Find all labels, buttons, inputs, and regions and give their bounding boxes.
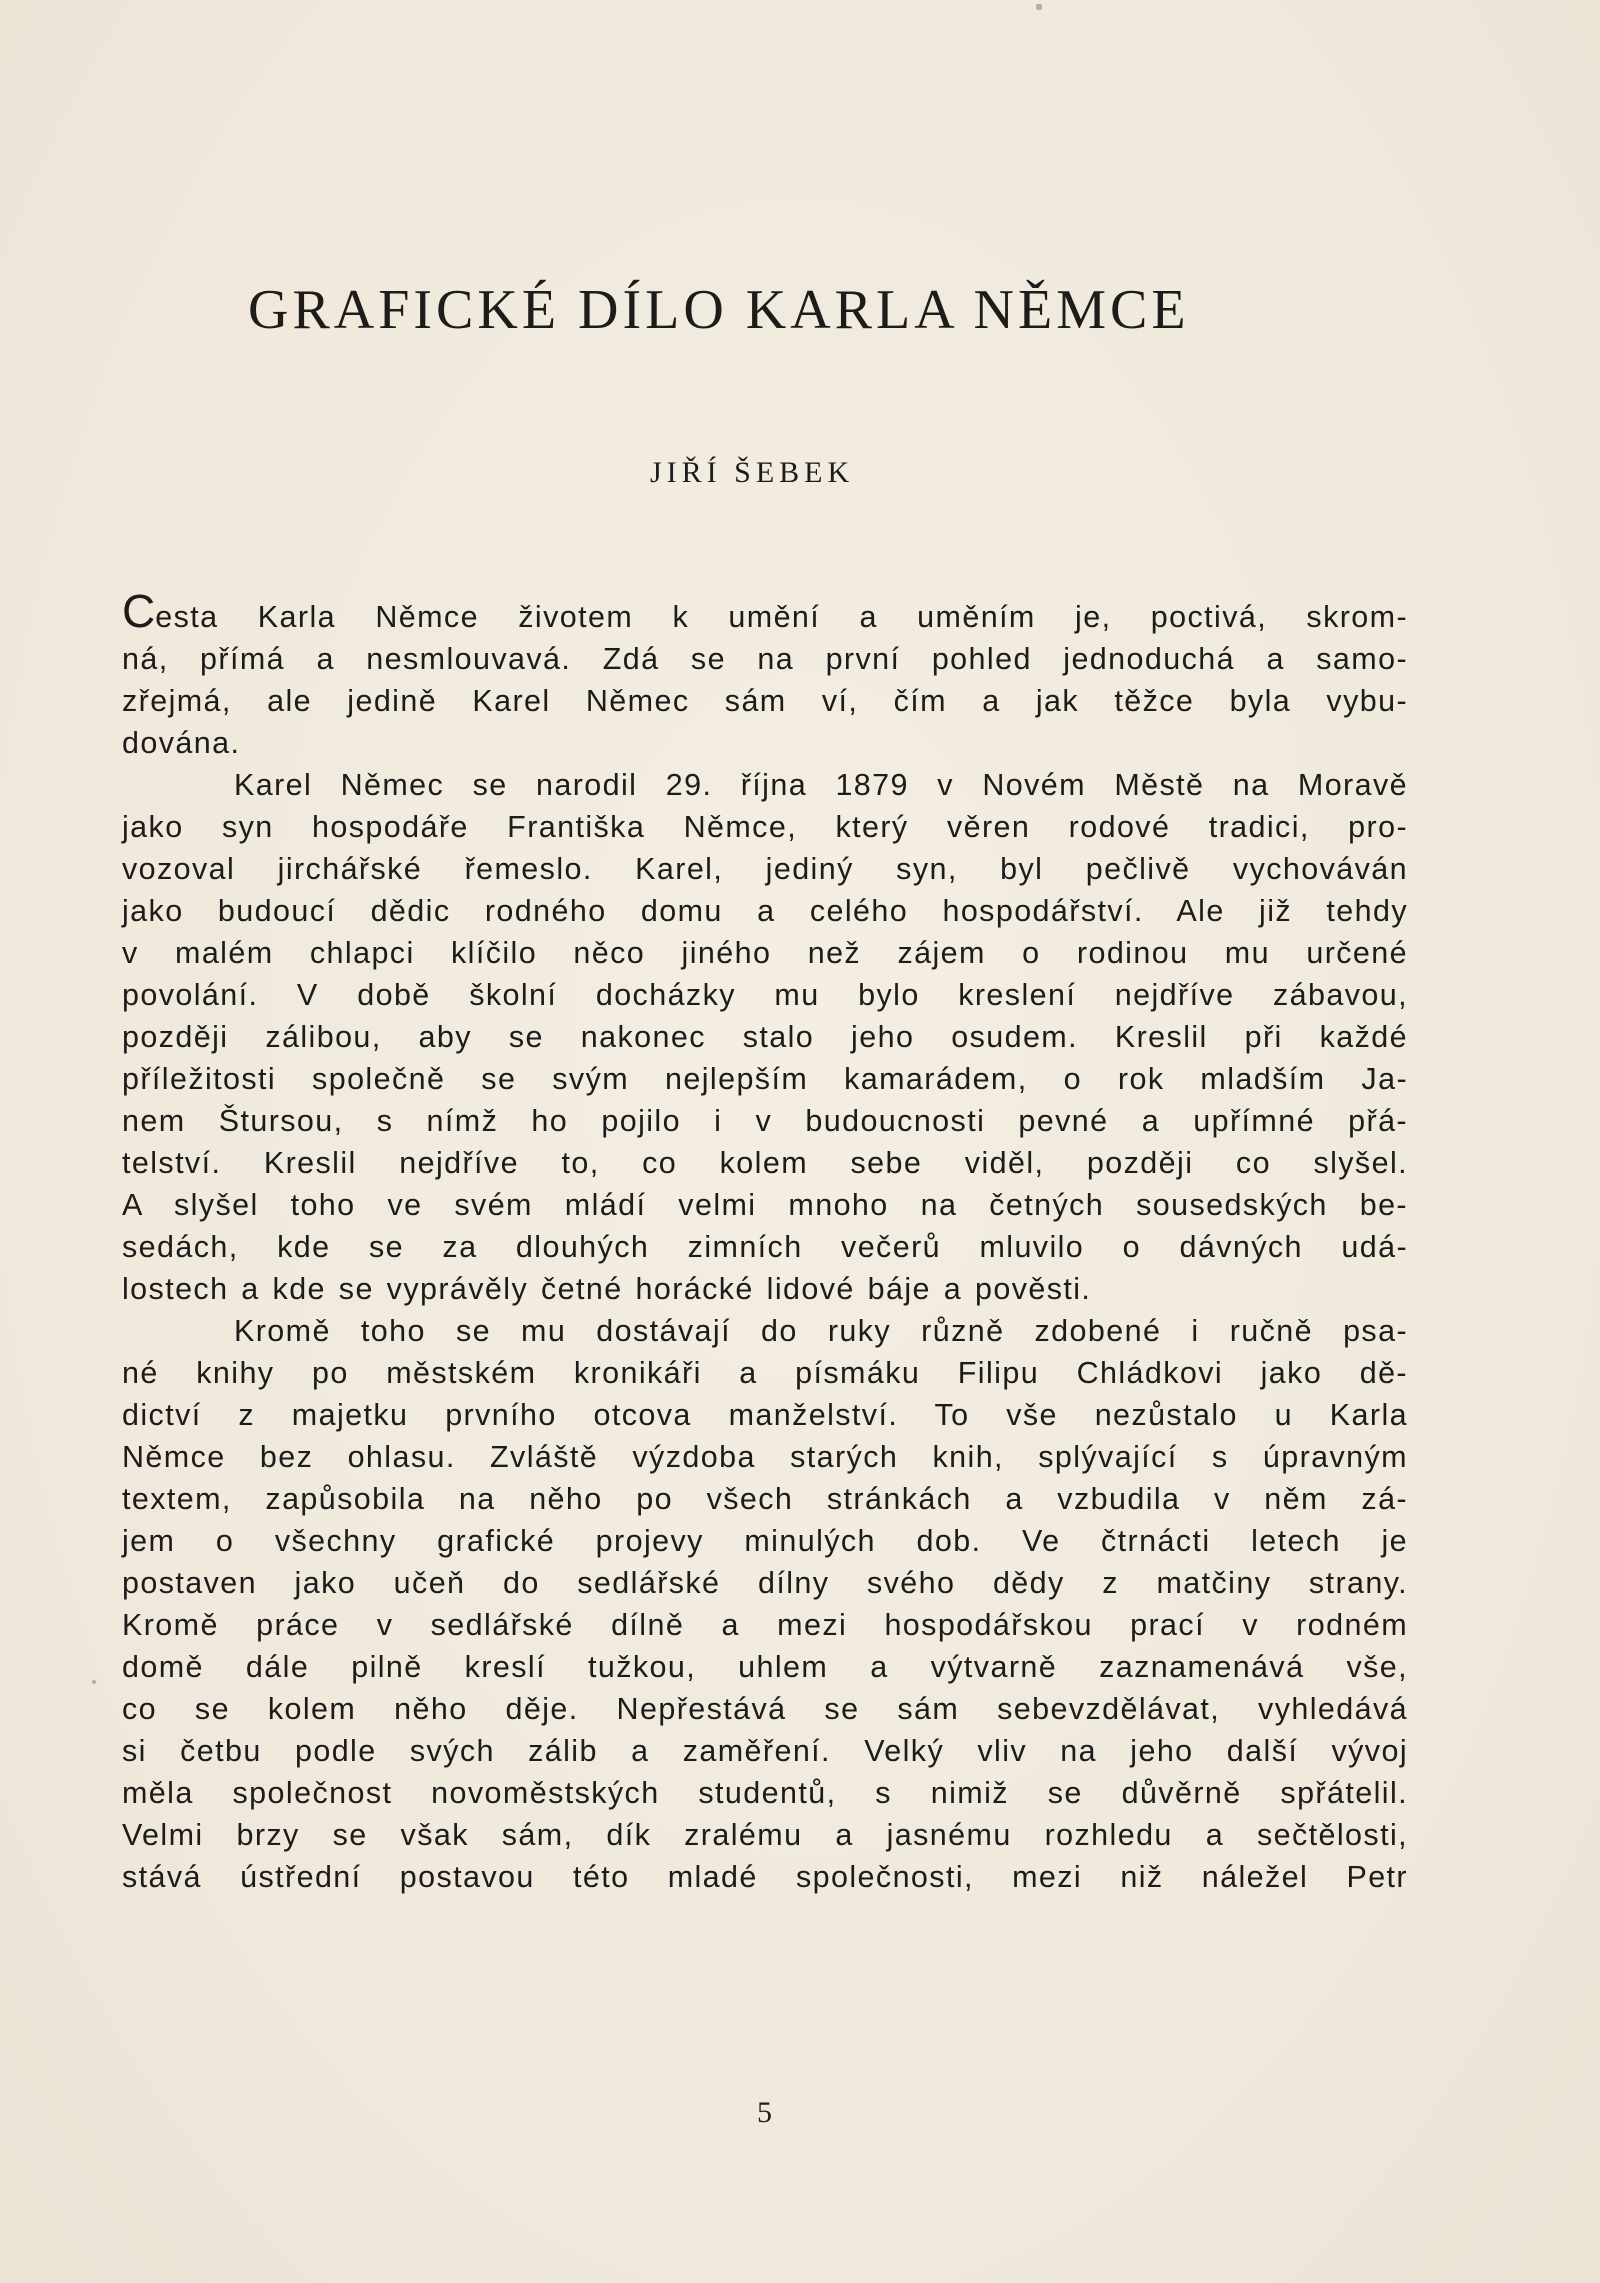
text-line: A slyšel toho ve svém mládí velmi mnoho na četných sousedských be- xyxy=(122,1188,1408,1222)
text-line: Cesta Karla Němce životem k umění a uměním je, poctivá, skrom- xyxy=(122,585,1408,637)
page-number: 5 xyxy=(757,2096,772,2129)
text-line: postaven jako učeň do sedlářské dílny svého dědy z matčiny strany. xyxy=(122,1566,1408,1600)
paper-speck xyxy=(1036,4,1042,10)
text-line: sedách, kde se za dlouhých zimních večerů mluvilo o dávných udá- xyxy=(122,1230,1408,1264)
text-line: jako budoucí dědic rodného domu a celého hospodářství. Ale již tehdy xyxy=(122,894,1408,928)
text-line: né knihy po městském kronikáři a písmáku Filipu Chládkovi jako dě- xyxy=(122,1356,1408,1390)
text-line: domě dále pilně kreslí tužkou, uhlem a výtvarně zaznamenává vše, xyxy=(122,1650,1408,1684)
text-line: dována. xyxy=(122,726,241,760)
text-line: stává ústřední postavou této mladé společnosti, mezi niž náležel Petr xyxy=(122,1860,1408,1894)
text-line: nem Štursou, s nímž ho pojilo i v budoucnosti pevné a upřímné přá- xyxy=(122,1104,1408,1138)
text-line: Němce bez ohlasu. Zvláště výzdoba starých knih, splývající s úpravným xyxy=(122,1440,1408,1474)
paper-speck xyxy=(92,1680,96,1684)
drop-cap: C xyxy=(122,585,156,637)
text-line: lostech a kde se vyprávěly četné horácké lidové báje a pověsti. xyxy=(122,1272,1092,1306)
text-line: v malém chlapci klíčilo něco jiného než zájem o rodinou mu určené xyxy=(122,936,1408,970)
text-line: povolání. V době školní docházky mu bylo kreslení nejdříve zábavou, xyxy=(122,978,1408,1012)
text-line: vozoval jirchářské řemeslo. Karel, jediný syn, byl pečlivě vychováván xyxy=(122,852,1408,886)
text-line: zřejmá, ale jedině Karel Němec sám ví, čím a jak těžce byla vybu- xyxy=(122,684,1408,718)
author-name: JIŘÍ ŠEBEK xyxy=(650,456,855,489)
text-line: Velmi brzy se však sám, dík zralému a jasnému rozhledu a sečtělosti, xyxy=(122,1818,1408,1852)
text-line: Karel Němec se narodil 29. října 1879 v Novém Městě na Moravě xyxy=(234,768,1408,802)
text-line: jako syn hospodáře Františka Němce, který věren rodové tradici, pro- xyxy=(122,810,1408,844)
article-body xyxy=(122,585,1408,1898)
text-line: ná, přímá a nesmlouvavá. Zdá se na první pohled jednoduchá a samo- xyxy=(122,642,1408,676)
text-line: jem o všechny grafické projevy minulých dob. Ve čtrnácti letech je xyxy=(122,1524,1408,1558)
text-line: později zálibou, aby se nakonec stalo jeho osudem. Kreslil při každé xyxy=(122,1020,1408,1054)
text-line: měla společnost novoměstských studentů, s nimiž se důvěrně spřátelil. xyxy=(122,1776,1408,1810)
text-line: co se kolem něho děje. Nepřestává se sám sebevzdělávat, vyhledává xyxy=(122,1692,1408,1726)
text-line: Kromě toho se mu dostávají do ruky různě zdobené i ručně psa- xyxy=(234,1314,1408,1348)
text-line: si četbu podle svých zálib a zaměření. Velký vliv na jeho další vývoj xyxy=(122,1734,1408,1768)
text-line: příležitosti společně se svým nejlepším kamarádem, o rok mladším Ja- xyxy=(122,1062,1408,1096)
page-title: GRAFICKÉ DÍLO KARLA NĚMCE xyxy=(248,279,1190,341)
text-line: textem, zapůsobila na něho po všech stránkách a vzbudila v něm zá- xyxy=(122,1482,1408,1516)
text-line: telství. Kreslil nejdříve to, co kolem sebe viděl, později co slyšel. xyxy=(122,1146,1408,1180)
text-line: dictví z majetku prvního otcova manželství. To vše nezůstalo u Karla xyxy=(122,1398,1408,1432)
text-line: Kromě práce v sedlářské dílně a mezi hospodářskou prací v rodném xyxy=(122,1608,1408,1642)
